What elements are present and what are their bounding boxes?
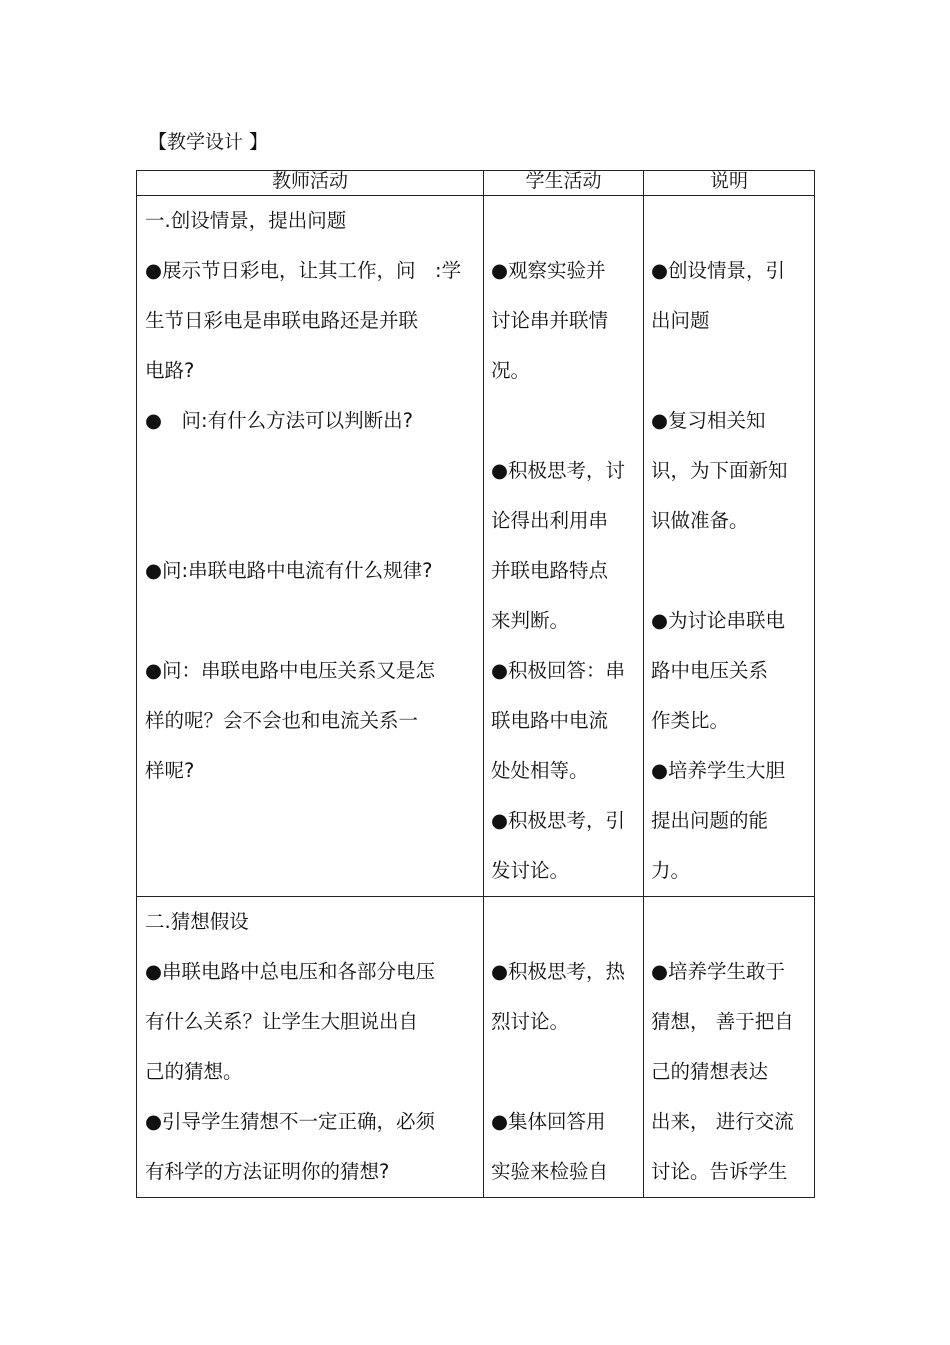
student-activity-cell [484, 897, 644, 1198]
text-line [490, 1047, 637, 1097]
text-line [490, 196, 637, 246]
notes-cell [644, 897, 815, 1198]
text-line: 出问题 [651, 309, 710, 332]
table-header-row [137, 171, 815, 196]
text-line: 讨论。告诉学生 [651, 1160, 788, 1183]
text-line: ●集体回答用 [491, 1110, 606, 1133]
text-line [143, 796, 477, 846]
text-line: 讨论串并联情 [491, 309, 609, 332]
text-line: 联电路中电流 [491, 709, 609, 732]
text-line [143, 496, 477, 546]
text-line: 一.创设情景，提出问题 [145, 209, 347, 232]
text-line: 样的呢？会不会也和电流关系一 [145, 709, 419, 732]
text-line: 有科学的方法证明你的猜想? [145, 1160, 390, 1183]
text-line [650, 897, 808, 947]
text-line: 况。 [491, 359, 531, 382]
text-line: 实验来检验自 [491, 1160, 609, 1183]
text-line: ●创设情景，引 [651, 259, 786, 282]
table-row [137, 196, 815, 897]
text-line: 力。 [651, 859, 691, 882]
text-line: 二.猜想假设 [145, 910, 249, 933]
text-line: ●串联电路中总电压和各部分电压 [145, 960, 436, 983]
text-line: 烈讨论。 [491, 1010, 570, 1033]
text-line [143, 846, 477, 896]
text-line: 作类比。 [651, 709, 730, 732]
text-line [143, 596, 477, 646]
text-line: ●为讨论串联电 [651, 609, 786, 632]
text-line: ●培养学生大胆 [651, 759, 786, 782]
text-line: ●积极思考，引 [491, 809, 626, 832]
text-line: 识，为下面新知 [651, 459, 788, 482]
text-line: 猜想， 善于把自 [651, 1010, 794, 1033]
text-line [650, 196, 808, 246]
teacher-activity-cell [137, 196, 484, 897]
text-line: ●积极回答：串 [491, 659, 626, 682]
text-line: 提出问题的能 [651, 809, 769, 832]
lesson-design-table [136, 170, 815, 1198]
student-activity-cell [484, 196, 644, 897]
text-line: 并联电路特点 [491, 559, 609, 582]
section-title: 【教学设计 】 [148, 131, 269, 153]
text-line: ●观察实验并 [491, 259, 606, 282]
text-line: 生节日彩电是串联电路还是并联 [145, 309, 419, 332]
header-teacher-activity: 教师活动 [137, 171, 484, 196]
text-line: 己的猜想表达 [651, 1060, 769, 1083]
text-line [650, 546, 808, 596]
text-line [490, 897, 637, 947]
text-line: ●复习相关知 [651, 409, 766, 432]
text-line: 识做准备。 [651, 509, 749, 532]
text-line: ●问:串联电路中电流有什么规律? [145, 559, 433, 582]
text-line: 有什么关系？让学生大胆说出自 [145, 1010, 419, 1033]
text-line: 样呢? [145, 759, 195, 782]
header-student-activity: 学生活动 [484, 171, 644, 196]
text-line: 出来， 进行交流 [651, 1110, 794, 1133]
text-line: ●引导学生猜想不一定正确，必须 [145, 1110, 436, 1133]
text-line: ●展示节日彩电，让其工作，问 :学 [145, 259, 462, 282]
text-line: 己的猜想。 [145, 1060, 243, 1083]
text-line: 处处相等。 [491, 759, 589, 782]
text-line: ●培养学生敢于 [651, 960, 786, 983]
text-line: ●积极思考，热 [491, 960, 626, 983]
table-row [137, 897, 815, 1198]
header-notes: 说明 [644, 171, 815, 196]
text-line: 路中电压关系 [651, 659, 769, 682]
notes-cell [644, 196, 815, 897]
text-line: 来判断。 [491, 609, 570, 632]
text-line: 发讨论。 [491, 859, 570, 882]
text-line: ● 问:有什么方法可以判断出? [145, 409, 413, 432]
teacher-activity-cell [137, 897, 484, 1198]
text-line: ●积极思考，讨 [491, 459, 626, 482]
text-line [143, 446, 477, 496]
text-line: 电路? [145, 359, 195, 382]
text-line: 论得出利用串 [491, 509, 609, 532]
text-line [650, 346, 808, 396]
text-line: ●问：串联电路中电压关系又是怎 [145, 659, 436, 682]
text-line [490, 396, 637, 446]
